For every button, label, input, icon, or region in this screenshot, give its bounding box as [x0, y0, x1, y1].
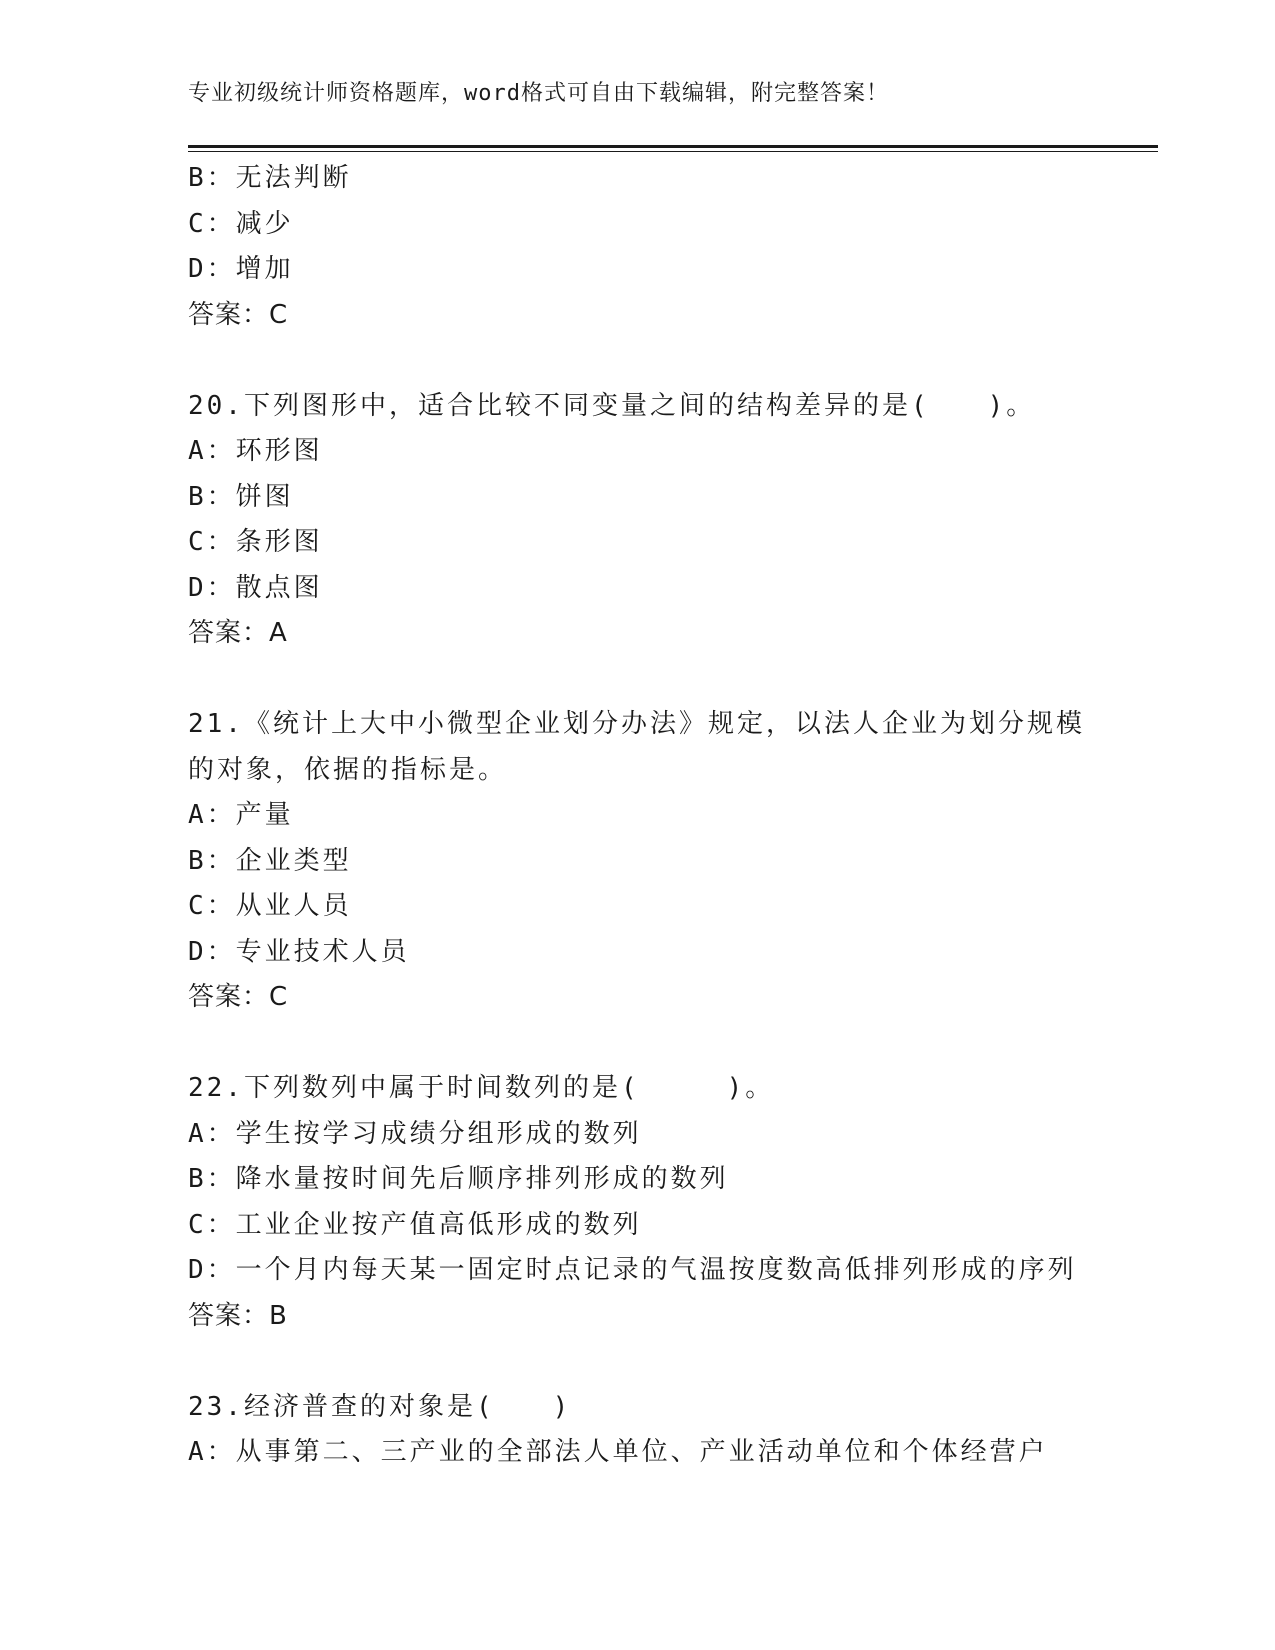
option: A：产量	[188, 800, 294, 830]
option: B：饼图	[188, 481, 294, 512]
question-20: 20.下列图形中，适合比较不同变量之间的结构差异的是( )。	[188, 390, 1036, 421]
question-21-line-2: 的对象，依据的指标是。	[188, 754, 508, 785]
option: B：无法判断	[188, 163, 352, 193]
answer: 答案：C	[188, 299, 289, 330]
spacer	[188, 1021, 1088, 1067]
option: A：从事第二、三产业的全部法人单位、产业活动单位和个体经营户	[188, 1437, 1048, 1467]
spacer	[188, 338, 1088, 384]
option: D：增加	[188, 254, 294, 284]
option: D：专业技术人员	[188, 936, 410, 967]
option: B：降水量按时间先后顺序排列形成的数列	[188, 1164, 729, 1194]
header-rule-thick	[188, 145, 1158, 148]
option: C：条形图	[188, 527, 323, 557]
spacer	[188, 657, 1088, 703]
option: A：学生按学习成绩分组形成的数列	[188, 1118, 642, 1149]
option: C：从业人员	[188, 891, 352, 921]
option: D：一个月内每天某一固定时点记录的气温按度数高低排列形成的序列	[188, 1255, 1077, 1285]
option: C：减少	[188, 208, 294, 239]
option: A：环形图	[188, 436, 323, 466]
spacer	[188, 1339, 1088, 1385]
question-23: 23.经济普查的对象是( )	[188, 1391, 572, 1422]
answer: 答案：C	[188, 982, 289, 1012]
question-22: 22.下列数列中属于时间数列的是( )。	[188, 1073, 775, 1103]
question-21-line-1: 21.《统计上大中小微型企业划分办法》规定，以法人企业为划分规模	[188, 709, 1085, 739]
question-content	[188, 156, 1088, 1476]
option: B：企业类型	[188, 845, 352, 876]
header-rule-thin	[188, 151, 1158, 152]
page-header: 专业初级统计师资格题库，word格式可自由下载编辑，附完整答案！	[188, 81, 889, 106]
answer: 答案：A	[188, 618, 288, 648]
option: D：散点图	[188, 572, 323, 603]
option: C：工业企业按产值高低形成的数列	[188, 1209, 642, 1240]
answer: 答案：B	[188, 1300, 288, 1331]
